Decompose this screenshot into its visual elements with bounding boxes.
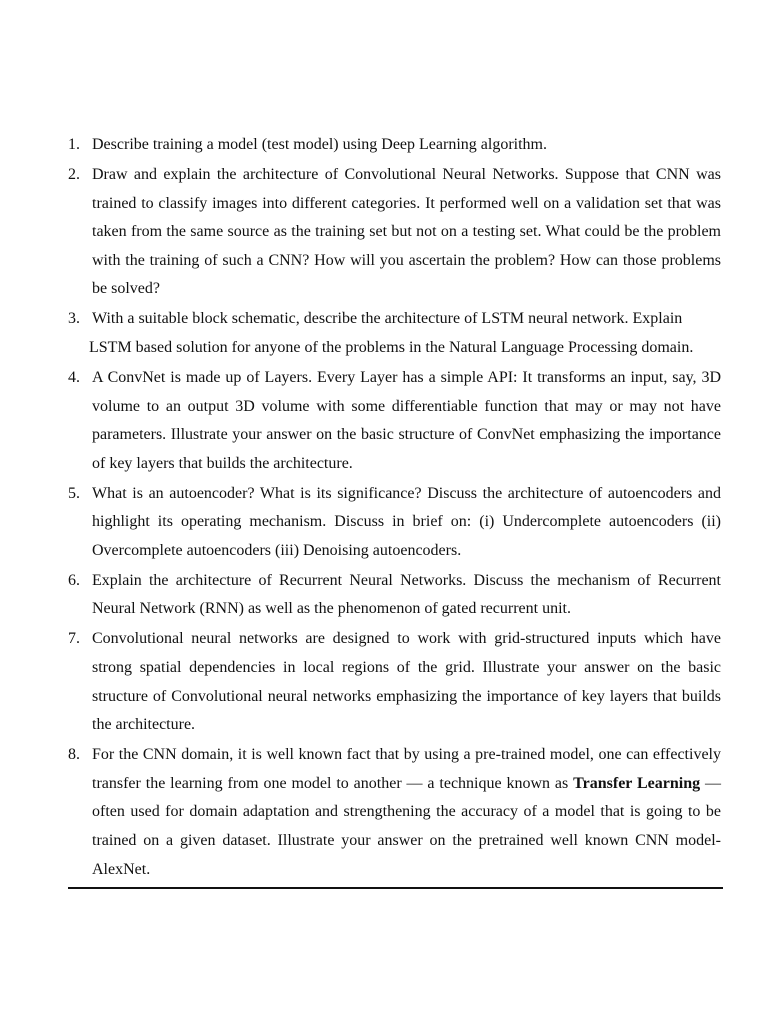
question-text — [92, 741, 721, 884]
question-item — [68, 161, 721, 304]
question-item — [68, 741, 721, 884]
question-text — [89, 305, 721, 362]
question-number: 7. — [68, 630, 80, 648]
question-text: What is an autoencoder? What is its significance? Discuss the architecture of autoencoders and highlight its operating mechanism. Discuss in brief on: (i) Undercomplete autoencoders (ii) Overcomplete autoencoders (iii) Denoising autoencoders. — [92, 484, 721, 559]
question-number: 2. — [68, 165, 80, 183]
question-number: 3. — [68, 310, 80, 328]
horizontal-rule — [68, 887, 723, 889]
question-item — [68, 364, 721, 478]
question-text-line: With a suitable block schematic, describe the architecture of LSTM neural network. Explain — [92, 310, 683, 328]
question-text: Convolutional neural networks are designed to work with grid-structured inputs which have strong spatial dependencies in local regions of the grid. Illustrate your answer on the basic structure of Convolutional neural networks emphasizing the importance of key layers that builds the architecture. — [92, 630, 721, 734]
question-number: 5. — [68, 484, 80, 502]
question-item — [68, 480, 721, 566]
question-text: A ConvNet is made up of Layers. Every Layer has a simple API: It transforms an input, say, 3D volume to an output 3D volume with some differentiable function that may or may not have parameters. Illustrate your answer on the basic structure of ConvNet emphasizing the importance of key layers that builds the architecture. — [92, 368, 721, 472]
question-text: Draw and explain the architecture of Convolutional Neural Networks. Suppose that CNN was trained to classify images into different categories. It performed well on a validation set that was taken from the same source as the training set but not on a testing set. What could be the problem with the training of such a CNN? How will you ascertain the problem? How can those problems be solved? — [92, 165, 721, 298]
question-text-part: — often used for domain adaptation and strengthening the accuracy of a model that is going to be trained on a given dataset. Illustrate your answer on the pretrained well known CNN model-AlexNet. — [92, 774, 722, 878]
bold-term: Transfer Learning — [573, 774, 701, 792]
question-text-part: For the CNN domain, it is well known fact that by using a pre-trained model, one can effectively transfer the learning from one model to another — a technique known as — [92, 746, 721, 792]
question-item — [68, 567, 721, 624]
question-number: 8. — [68, 746, 80, 764]
question-number: 1. — [68, 136, 80, 153]
question-number: 4. — [68, 368, 80, 386]
question-text-line: LSTM based solution for anyone of the problems in the Natural Language Processing domain. — [89, 338, 694, 356]
question-item — [68, 305, 721, 362]
question-item — [68, 625, 721, 739]
question-item — [68, 131, 721, 160]
question-list — [68, 131, 721, 886]
question-text: Explain the architecture of Recurrent Neural Networks. Discuss the mechanism of Recurrent Neural Network (RNN) as well as the phenomenon of gated recurrent unit. — [92, 571, 721, 618]
question-text: Describe training a model (test model) using Deep Learning algorithm. — [92, 136, 547, 153]
question-number: 6. — [68, 571, 80, 589]
